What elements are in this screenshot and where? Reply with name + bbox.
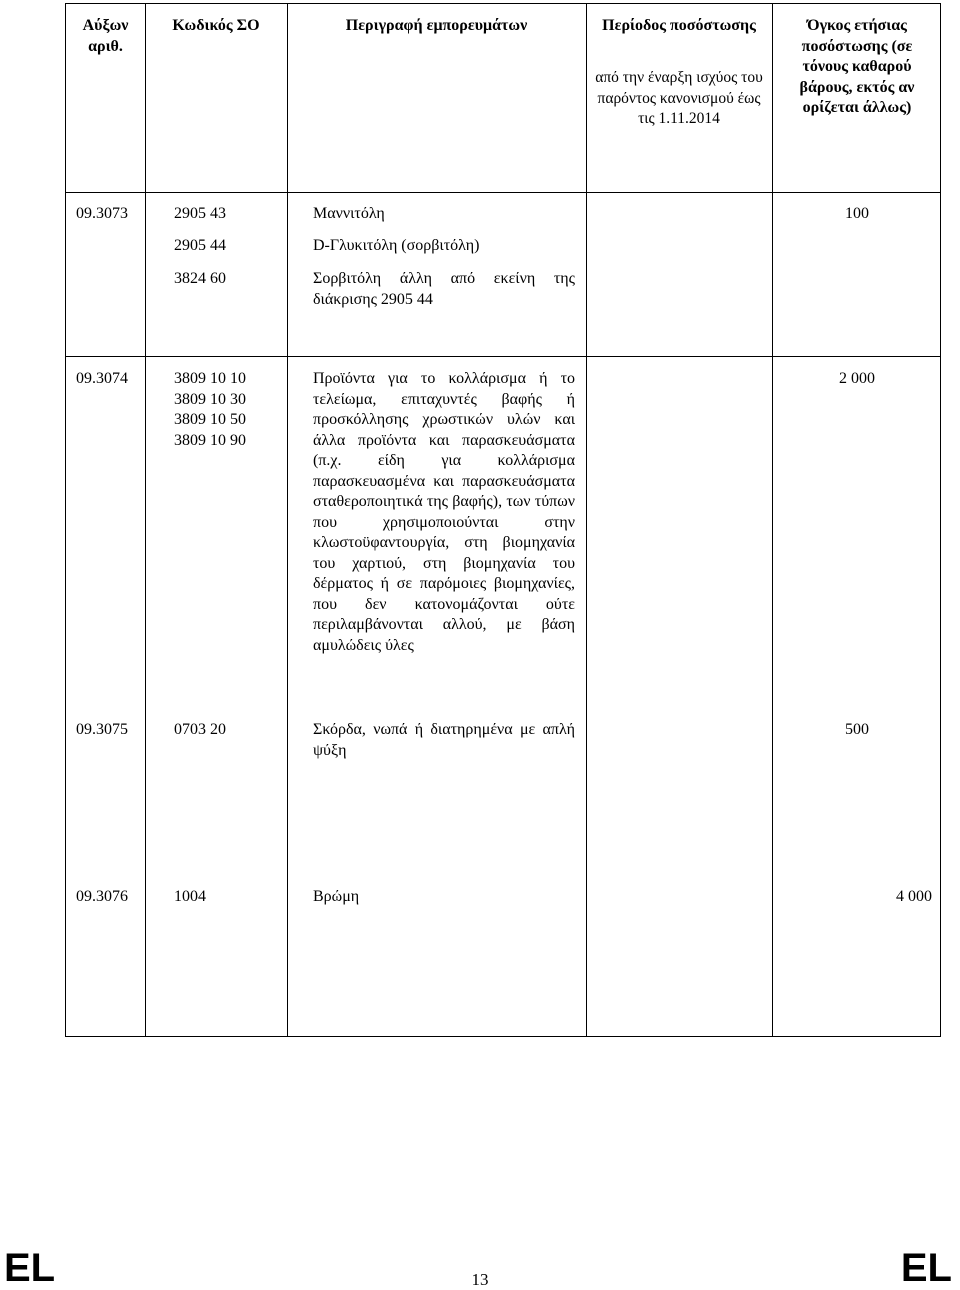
quota-volume: 100 (845, 205, 869, 222)
column-divider (145, 4, 146, 1036)
row-divider (66, 192, 940, 193)
cn-code: 1004 (174, 888, 206, 905)
cn-code: 3809 10 90 (174, 431, 246, 449)
header-quota-period-range: από την έναρξη ισχύος του παρόντος κανονισμού έως τις 1.11.2014 (595, 69, 763, 127)
order-number: 09.3074 (76, 370, 128, 387)
quota-volume: 500 (845, 721, 869, 738)
cn-code: 2905 44 (174, 237, 226, 254)
goods-description: Σκόρδα, νωπά ή διατηρημένα με απλή ψύξη (313, 721, 575, 759)
header-serial-number: Αύξων αριθ. (82, 17, 129, 55)
header-annual-quota-volume: Όγκος ετήσιας ποσόστωσης (σε τόνους καθαρού βάρους, εκτός αν ορίζεται άλλως) (799, 17, 915, 116)
column-divider (287, 4, 288, 1036)
goods-description: Βρώμη (313, 888, 360, 905)
order-number: 09.3076 (76, 888, 128, 905)
column-divider (772, 4, 773, 1036)
row-divider (66, 356, 940, 357)
order-number: 09.3075 (76, 721, 128, 738)
language-code-right: EL (900, 1246, 952, 1290)
cn-code: 3809 10 50 (174, 411, 246, 428)
cn-code: 3809 10 10 (174, 370, 246, 387)
quota-volume: 4 000 (896, 888, 932, 905)
cn-code: 3824 60 (174, 270, 226, 287)
cn-code: 0703 20 (174, 721, 226, 738)
header-quota-period: Περίοδος ποσόστωσης (602, 17, 756, 34)
quota-volume: 2 000 (839, 370, 875, 387)
column-divider (586, 4, 587, 1036)
header-cn-code: Κωδικός ΣΟ (172, 17, 260, 34)
header-description: Περιγραφή εμπορευμάτων (345, 17, 528, 34)
goods-description: D-Γλυκιτόλη (σορβιτόλη) (313, 237, 480, 254)
tariff-quota-table (65, 3, 941, 1037)
cn-code: 3809 10 30 (174, 390, 246, 408)
cn-code: 2905 43 (174, 205, 226, 222)
order-number: 09.3073 (76, 205, 128, 222)
goods-description: Προϊόντα για το κολλάρισμα ή το τελείωμα, επιταχυντές βαφής ή προσκόλλησης χρωστικών υλών και άλλα προϊόντα και παρασκευάσματα (π.χ. είδη για κολλάρισμα παρασκευασμένα και παρασκευάσματα σταθεροποιητικά της βαφής), των τύπων που χρησιμοποιούνται στην κλωστοϋφαντουργία, στη βιομηχανία του χαρτιού, στη βιομηχανία του δέρματος ή σε παρόμοιες βιομηχανίες, που δεν κατονομάζονται ούτε περιλαμβάνονται αλλού, με βάση αμυλώδεις ύλες (313, 370, 575, 654)
goods-description: Σορβιτόλη άλλη από εκείνη της διάκρισης 2905 44 (313, 270, 575, 308)
goods-description: Μαννιτόλη (313, 205, 385, 222)
language-code-left: EL (4, 1246, 56, 1290)
page-number: 13 (471, 1270, 489, 1289)
